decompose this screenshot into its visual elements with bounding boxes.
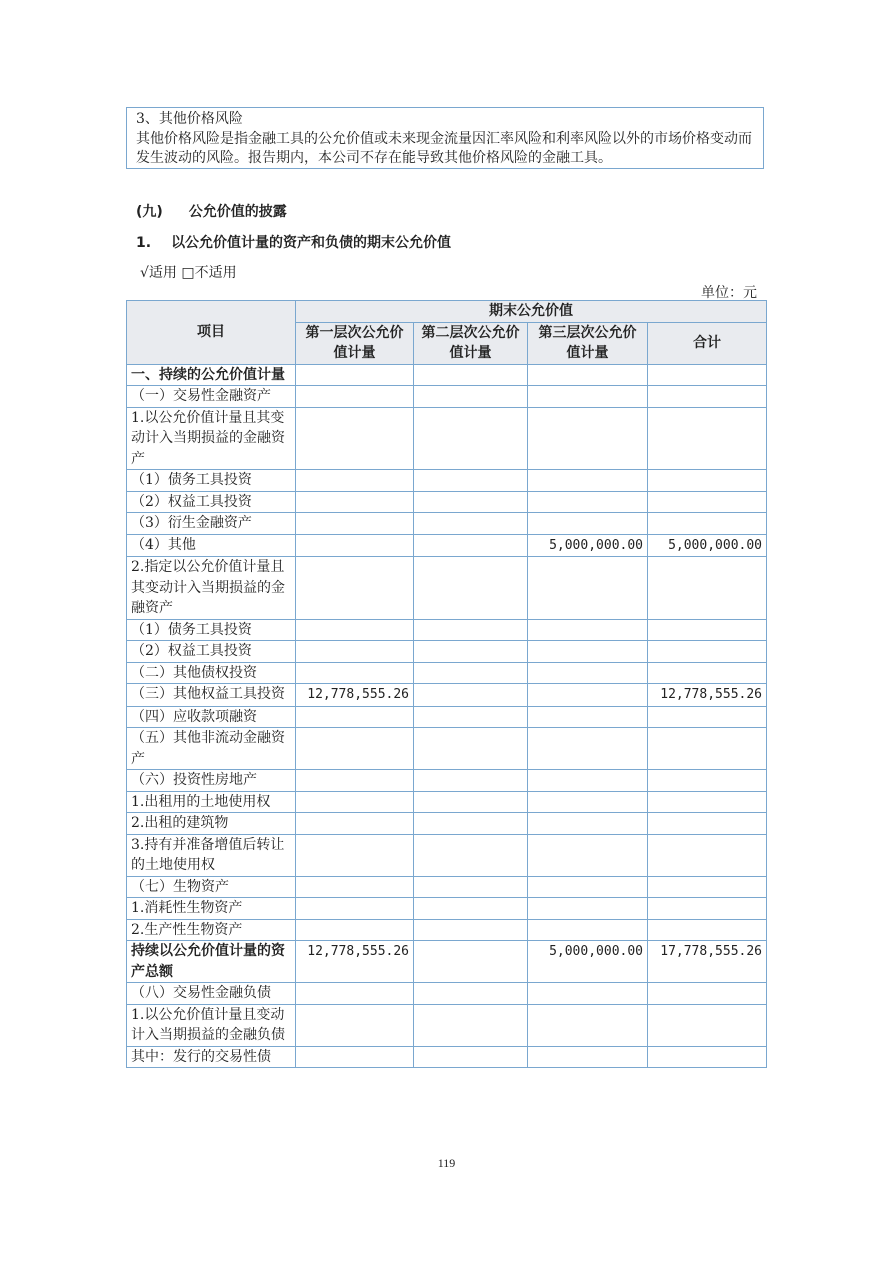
level3-value [528, 791, 648, 813]
level2-value [414, 728, 528, 770]
table-row [127, 919, 767, 941]
table-row [127, 791, 767, 813]
row-label: （七）生物资产 [127, 876, 296, 898]
level1-value [296, 364, 414, 386]
row-label: （1）债务工具投资 [127, 619, 296, 641]
level2-value [414, 684, 528, 707]
row-label: （四）应收款项融资 [127, 706, 296, 728]
table-row [127, 684, 767, 707]
level3-value [528, 364, 648, 386]
level2-value [414, 513, 528, 535]
level3-value [528, 876, 648, 898]
level3-value [528, 470, 648, 492]
level1-value [296, 876, 414, 898]
table-row [127, 813, 767, 835]
level3-value [528, 983, 648, 1005]
table-row [127, 491, 767, 513]
header-level3: 第三层次公允价值计量 [528, 322, 648, 364]
table-row [127, 834, 767, 876]
table-row [127, 1004, 767, 1046]
row-label: （五）其他非流动金融资产 [127, 728, 296, 770]
table-row [127, 662, 767, 684]
total-value: 5,000,000.00 [648, 534, 767, 557]
total-value: 17,778,555.26 [648, 941, 767, 983]
table-row [127, 407, 767, 470]
header-item: 项目 [127, 301, 296, 365]
level1-value: 12,778,555.26 [296, 941, 414, 983]
row-label: 2.指定以公允价值计量且其变动计入当期损益的金融资产 [127, 557, 296, 620]
table-row [127, 534, 767, 557]
header-period-end-fair-value: 期末公允价值 [296, 301, 767, 323]
level2-value [414, 407, 528, 470]
risk-body: 其他价格风险是指金融工具的公允价值或未来现金流量因汇率风险和利率风险以外的市场价格变动而发生波动的风险。报告期内，本公司不存在能导致其他价格风险的金融工具。 [136, 130, 752, 166]
level2-value [414, 1004, 528, 1046]
risk-title: 3、其他价格风险 [136, 111, 243, 127]
level3-value [528, 684, 648, 707]
total-value [648, 1004, 767, 1046]
level1-value [296, 813, 414, 835]
level1-value: 12,778,555.26 [296, 684, 414, 707]
level2-value [414, 941, 528, 983]
row-label: （八）交易性金融负债 [127, 983, 296, 1005]
table-row [127, 641, 767, 663]
row-label: 2.生产性生物资产 [127, 919, 296, 941]
total-value [648, 470, 767, 492]
level3-value [528, 386, 648, 408]
level1-value [296, 791, 414, 813]
applicability-marker: √适用 □不适用 [140, 265, 237, 281]
total-value [648, 662, 767, 684]
level3-value [528, 1004, 648, 1046]
table-row [127, 364, 767, 386]
level1-value [296, 619, 414, 641]
level1-value [296, 770, 414, 792]
table-body [127, 364, 767, 1068]
level3-value [528, 641, 648, 663]
level2-value [414, 770, 528, 792]
level2-value [414, 619, 528, 641]
total-value [648, 728, 767, 770]
level1-value [296, 662, 414, 684]
total-value [648, 983, 767, 1005]
level1-value [296, 407, 414, 470]
table-row [127, 941, 767, 983]
level3-value [528, 706, 648, 728]
total-value: 12,778,555.26 [648, 684, 767, 707]
total-value [648, 641, 767, 663]
level1-value [296, 834, 414, 876]
level2-value [414, 386, 528, 408]
level1-value [296, 641, 414, 663]
table-row [127, 513, 767, 535]
level3-value: 5,000,000.00 [528, 941, 648, 983]
row-label: （二）其他债权投资 [127, 662, 296, 684]
level3-value [528, 619, 648, 641]
row-label: （1）债务工具投资 [127, 470, 296, 492]
total-value [648, 491, 767, 513]
level2-value [414, 706, 528, 728]
total-value [648, 770, 767, 792]
subsection-number: 1. [136, 235, 152, 251]
total-value [648, 834, 767, 876]
row-label: 2.出租的建筑物 [127, 813, 296, 835]
level2-value [414, 983, 528, 1005]
level2-value [414, 557, 528, 620]
row-label: （3）衍生金融资产 [127, 513, 296, 535]
row-label: 3.持有并准备增值后转让的土地使用权 [127, 834, 296, 876]
subsection-heading [136, 232, 451, 252]
level1-value [296, 386, 414, 408]
level3-value [528, 407, 648, 470]
row-label: （一）交易性金融资产 [127, 386, 296, 408]
header-total: 合计 [648, 322, 767, 364]
level2-value [414, 662, 528, 684]
level2-value [414, 641, 528, 663]
row-label: （三）其他权益工具投资 [127, 684, 296, 707]
subsection-title: 以公允价值计量的资产和负债的期末公允价值 [171, 235, 452, 251]
other-price-risk-box [126, 107, 764, 169]
row-label: （4）其他 [127, 534, 296, 557]
total-value [648, 386, 767, 408]
total-value [648, 1046, 767, 1068]
level2-value [414, 470, 528, 492]
level1-value [296, 491, 414, 513]
level3-value [528, 834, 648, 876]
row-label: （2）权益工具投资 [127, 491, 296, 513]
level2-value [414, 364, 528, 386]
level3-value [528, 898, 648, 920]
level1-value [296, 513, 414, 535]
row-label: 1.消耗性生物资产 [127, 898, 296, 920]
level2-value [414, 898, 528, 920]
table-row [127, 386, 767, 408]
section-number: (九) [136, 204, 163, 220]
total-value [648, 919, 767, 941]
table-row [127, 557, 767, 620]
row-label: 其中：发行的交易性债 [127, 1046, 296, 1068]
table-row [127, 770, 767, 792]
total-value [648, 557, 767, 620]
level1-value [296, 557, 414, 620]
fair-value-table [126, 300, 767, 1068]
level3-value [528, 813, 648, 835]
level1-value [296, 470, 414, 492]
total-value [648, 791, 767, 813]
total-value [648, 898, 767, 920]
section-heading [136, 201, 287, 221]
row-label: 1.出租用的土地使用权 [127, 791, 296, 813]
level3-value [528, 513, 648, 535]
row-label: 一、持续的公允价值计量 [127, 364, 296, 386]
total-value [648, 706, 767, 728]
table-row [127, 470, 767, 492]
level2-value [414, 491, 528, 513]
level1-value [296, 706, 414, 728]
table-row [127, 1046, 767, 1068]
level2-value [414, 791, 528, 813]
level3-value [528, 770, 648, 792]
row-label: （2）权益工具投资 [127, 641, 296, 663]
table-row [127, 983, 767, 1005]
level2-value [414, 813, 528, 835]
level2-value [414, 834, 528, 876]
level3-value [528, 557, 648, 620]
total-value [648, 513, 767, 535]
table-row [127, 898, 767, 920]
table-row [127, 876, 767, 898]
level2-value [414, 876, 528, 898]
level1-value [296, 534, 414, 557]
page-number: 119 [437, 1156, 456, 1170]
level2-value [414, 534, 528, 557]
level1-value [296, 919, 414, 941]
level1-value [296, 1004, 414, 1046]
section-title: 公允价值的披露 [188, 204, 287, 220]
total-value [648, 619, 767, 641]
level3-value [528, 728, 648, 770]
row-label: 1.以公允价值计量且变动计入当期损益的金融负债 [127, 1004, 296, 1046]
level3-value: 5,000,000.00 [528, 534, 648, 557]
total-value [648, 364, 767, 386]
level3-value [528, 662, 648, 684]
total-value [648, 876, 767, 898]
header-level2: 第二层次公允价值计量 [414, 322, 528, 364]
row-label: （六）投资性房地产 [127, 770, 296, 792]
level3-value [528, 491, 648, 513]
row-label: 1.以公允价值计量且其变动计入当期损益的金融资产 [127, 407, 296, 470]
total-value [648, 407, 767, 470]
row-label: 持续以公允价值计量的资产总额 [127, 941, 296, 983]
header-level1: 第一层次公允价值计量 [296, 322, 414, 364]
table-row [127, 619, 767, 641]
level3-value [528, 919, 648, 941]
unit-label: 单位：元 [701, 285, 757, 301]
level1-value [296, 1046, 414, 1068]
level1-value [296, 728, 414, 770]
table-row [127, 728, 767, 770]
total-value [648, 813, 767, 835]
level1-value [296, 898, 414, 920]
level3-value [528, 1046, 648, 1068]
table-row [127, 706, 767, 728]
level1-value [296, 983, 414, 1005]
level2-value [414, 919, 528, 941]
level2-value [414, 1046, 528, 1068]
